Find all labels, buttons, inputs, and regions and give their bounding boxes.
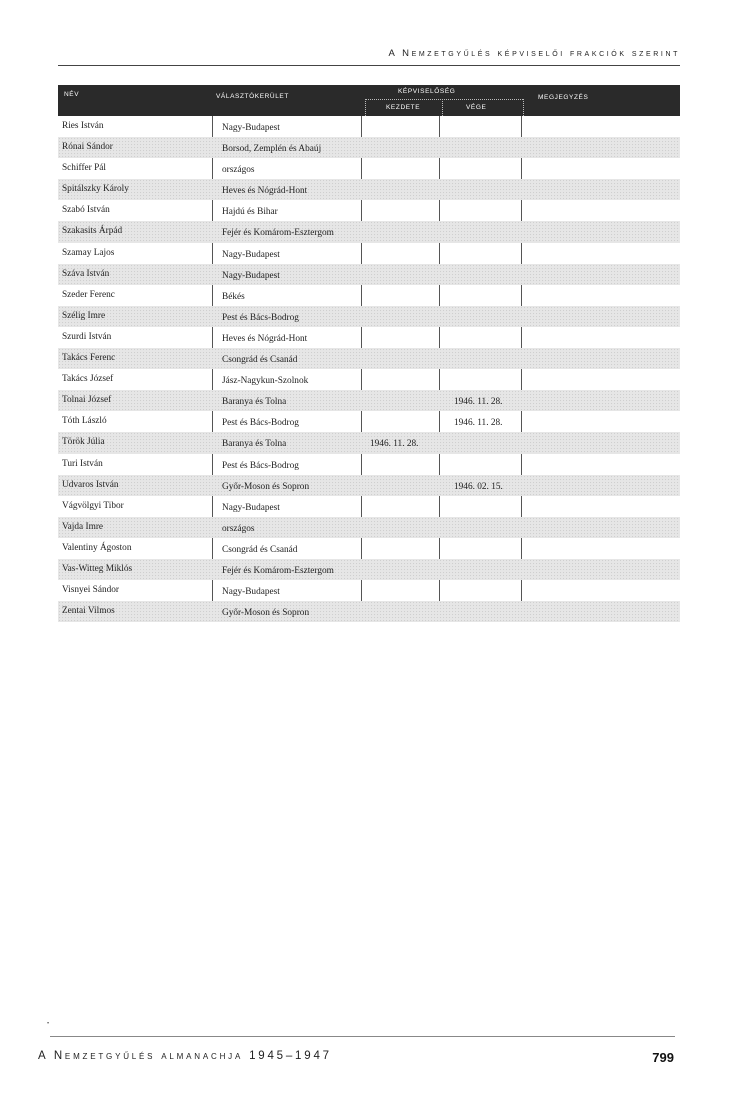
- member-district: Nagy-Budapest: [222, 270, 280, 281]
- member-name: Turi István: [62, 458, 103, 469]
- column-header-term: KÉPVISELŐSÉG: [398, 88, 456, 95]
- table-row: [58, 200, 680, 221]
- member-name: Udvaros István: [62, 479, 119, 490]
- footer-mark: •: [47, 1021, 50, 1027]
- member-district: Baranya és Tolna: [222, 439, 287, 450]
- member-name: Száva István: [62, 268, 110, 279]
- member-district: Borsod, Zemplén és Abaúj: [222, 144, 322, 155]
- member-name: Szurdi István: [62, 331, 112, 342]
- header-sub-rule: [365, 99, 523, 100]
- table-row: [58, 580, 680, 601]
- member-district: Győr-Moson és Sopron: [222, 608, 310, 619]
- member-name: Szabó István: [62, 205, 110, 216]
- header-separator: [523, 99, 524, 116]
- column-header-district: VÁLASZTÓKERÜLET: [216, 93, 289, 100]
- member-name: Rónai Sándor: [62, 142, 113, 153]
- term-end: 1946. 02. 15.: [454, 481, 503, 492]
- running-header-title: A Nemzetgyűlés képviselői frakciók szerint: [388, 48, 680, 59]
- term-end: 1946. 11. 28.: [454, 418, 503, 429]
- member-name: Szeder Ferenc: [62, 289, 115, 300]
- page-number: 799: [652, 1050, 674, 1065]
- member-name: Török Júlia: [62, 437, 105, 448]
- member-district: Heves és Nógrád-Hont: [222, 333, 308, 344]
- members-table: [58, 85, 680, 622]
- member-district: Csongrád és Csanád: [222, 355, 298, 366]
- member-district: Csongrád és Csanád: [222, 544, 298, 555]
- table-row: [58, 327, 680, 348]
- member-name: Visnyei Sándor: [62, 585, 120, 596]
- member-district: Nagy-Budapest: [222, 587, 280, 598]
- member-name: Szélig Imre: [62, 310, 106, 321]
- table-body: [58, 116, 680, 622]
- table-row: [58, 158, 680, 179]
- table-row: [58, 348, 680, 369]
- member-name: Valentiny Ágoston: [62, 542, 132, 553]
- member-name: Szakasits Árpád: [62, 226, 123, 237]
- member-district: Nagy-Budapest: [222, 249, 280, 260]
- table-row: [58, 411, 680, 432]
- column-header-term-end: VÉGE: [466, 104, 487, 111]
- footer-title: A Nemzetgyűlés almanachja 1945–1947: [38, 1050, 332, 1062]
- member-district: Nagy-Budapest: [222, 123, 280, 133]
- table-row: [58, 538, 680, 559]
- member-name: Schiffer Pál: [62, 163, 106, 174]
- footer-rule: [50, 1036, 675, 1037]
- table-row: [58, 116, 680, 137]
- table-row: [58, 475, 680, 496]
- member-district: Nagy-Budapest: [222, 502, 280, 513]
- member-name: Tolnai József: [62, 395, 112, 406]
- table-row: [58, 369, 680, 390]
- table-row: [58, 243, 680, 264]
- table-row: [58, 264, 680, 285]
- term-start: 1946. 11. 28.: [370, 439, 419, 450]
- member-name: Takács József: [62, 374, 114, 385]
- table-row: [58, 496, 680, 517]
- member-district: Fejér és Komárom-Esztergom: [222, 228, 334, 239]
- table-row: [58, 306, 680, 327]
- member-district: Baranya és Tolna: [222, 397, 287, 408]
- table-row: [58, 390, 680, 411]
- column-header-term-start: KEZDETE: [386, 104, 421, 111]
- header-separator: [365, 99, 366, 116]
- table-row: [58, 179, 680, 200]
- member-name: Spitálszky Károly: [62, 184, 129, 195]
- member-name: Vágvölgyi Tibor: [62, 500, 124, 511]
- member-district: Békés: [222, 291, 245, 302]
- member-district: Pest és Bács-Bodrog: [222, 418, 299, 429]
- column-header-name: NÉV: [64, 91, 80, 98]
- member-name: Takács Ferenc: [62, 353, 116, 364]
- column-header-note: MEGJEGYZÉS: [538, 94, 589, 101]
- member-district: Pest és Bács-Bodrog: [222, 460, 299, 471]
- table-header: [58, 85, 680, 116]
- table-row: [58, 601, 680, 622]
- table-row: [58, 432, 680, 453]
- member-district: országos: [222, 165, 255, 176]
- table-row: [58, 559, 680, 580]
- member-district: országos: [222, 523, 255, 534]
- member-district: Pest és Bács-Bodrog: [222, 312, 299, 323]
- member-district: Győr-Moson és Sopron: [222, 481, 310, 492]
- table-row: [58, 454, 680, 475]
- table-row: [58, 221, 680, 242]
- table-row: [58, 137, 680, 158]
- member-district: Jász-Nagykun-Szolnok: [222, 376, 309, 387]
- member-name: Tóth László: [62, 416, 107, 427]
- header-rule: [58, 65, 680, 66]
- member-district: Heves és Nógrád-Hont: [222, 186, 308, 197]
- member-district: Fejér és Komárom-Esztergom: [222, 565, 334, 576]
- member-district: Hajdú és Bihar: [222, 207, 278, 218]
- member-name: Vajda Imre: [62, 521, 104, 532]
- member-name: Vas-Witteg Miklós: [62, 563, 133, 574]
- header-separator: [442, 99, 443, 116]
- member-name: Ries István: [62, 121, 104, 131]
- member-name: Szamay Lajos: [62, 247, 115, 258]
- table-row: [58, 517, 680, 538]
- term-end: 1946. 11. 28.: [454, 397, 503, 408]
- table-row: [58, 285, 680, 306]
- member-name: Zentai Vilmos: [62, 606, 115, 617]
